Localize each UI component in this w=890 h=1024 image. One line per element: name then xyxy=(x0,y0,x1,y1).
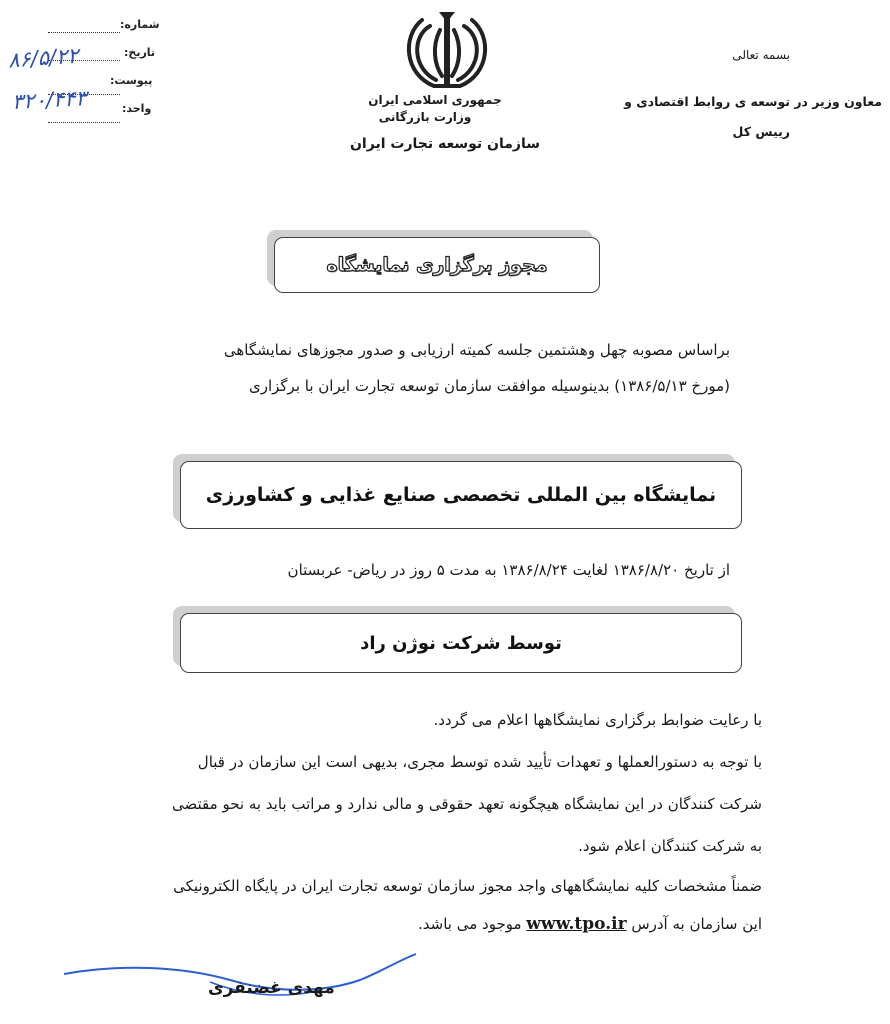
organizer-box xyxy=(180,613,742,673)
exhibition-name-box xyxy=(180,461,742,529)
body-line3: شرکت کنندگان در این نمایشگاه هیچگونه تعهد حقوقی و مالی ندارد و مراتب باید به نحو مقتضی xyxy=(172,795,762,813)
dates-line: از تاریخ ۱۳۸۶/۸/۲۰ لغایت ۱۳۸۶/۸/۲۴ به مدت ۵ روز در ریاض- عربستان xyxy=(287,561,730,579)
invocation: بسمه تعالی xyxy=(732,48,790,62)
body-line1: با رعایت ضوابط برگزاری نمایشگاهها اعلام می گردد. xyxy=(433,711,762,729)
official-title-line1: معاون وزیر در توسعه ی روابط اقتصادی و xyxy=(624,94,882,109)
body-line4: به شرکت کنندگان اعلام شود. xyxy=(578,837,762,855)
header-ministry: وزارت بازرگانی xyxy=(378,110,472,124)
header-organization: سازمان توسعه تجارت ایران xyxy=(349,136,541,152)
body-line6-post: موجود می باشد. xyxy=(418,915,522,933)
body-line2: با توجه به دستورالعملها و تعهدات تأیید شده توسط مجری، بدیهی است این سازمان در قبال xyxy=(197,753,762,771)
body-line5: ضمناً مشخصات کلیه نمایشگاههای واجد مجوز سازمان توسعه تجارت ایران در پایگاه الکترونیکی xyxy=(173,877,762,895)
iran-emblem xyxy=(402,6,492,92)
unit-handwritten: ۳۲۰/۴۴۳ xyxy=(11,86,88,114)
permit-title: مجوز برگزاری نمایشگاه xyxy=(326,254,548,276)
intro-line2: (مورخ ۱۳۸۶/۵/۱۳) بدینوسیله موافقت سازمان توسعه تجارت ایران با برگزاری xyxy=(248,377,730,395)
permit-title-box xyxy=(274,237,600,293)
date-label: تاریخ: xyxy=(124,46,156,59)
body-line6 xyxy=(418,904,762,944)
unit-dots xyxy=(48,110,120,123)
registry-block xyxy=(0,0,170,130)
exhibition-name: نمایشگاه بین المللی تخصصی صنایع غذایی و کشاورزی xyxy=(205,484,717,506)
unit-label: واحد: xyxy=(122,102,152,115)
attachment-label: پیوست: xyxy=(110,74,153,87)
signature-name: مهدی غضنفری xyxy=(208,978,335,998)
body-line6-pre: این سازمان به آدرس xyxy=(631,915,762,933)
emblem-icon xyxy=(402,6,492,92)
intro-line1: براساس مصوبه چهل وهشتمین جلسه کمیته ارزیابی و صدور مجوزهای نمایشگاهی xyxy=(223,341,730,359)
organizer: توسط شرکت نوژن راد xyxy=(360,632,562,654)
header-country: جمهوری اسلامی ایران xyxy=(368,93,502,107)
number-dots xyxy=(48,20,120,33)
number-label: شماره: xyxy=(120,18,160,31)
date-handwritten: ۸۶/۵/۲۲ xyxy=(7,43,80,73)
website-link[interactable]: www.tpo.ir xyxy=(526,914,627,934)
official-title-line2: رییس کل xyxy=(732,124,790,139)
